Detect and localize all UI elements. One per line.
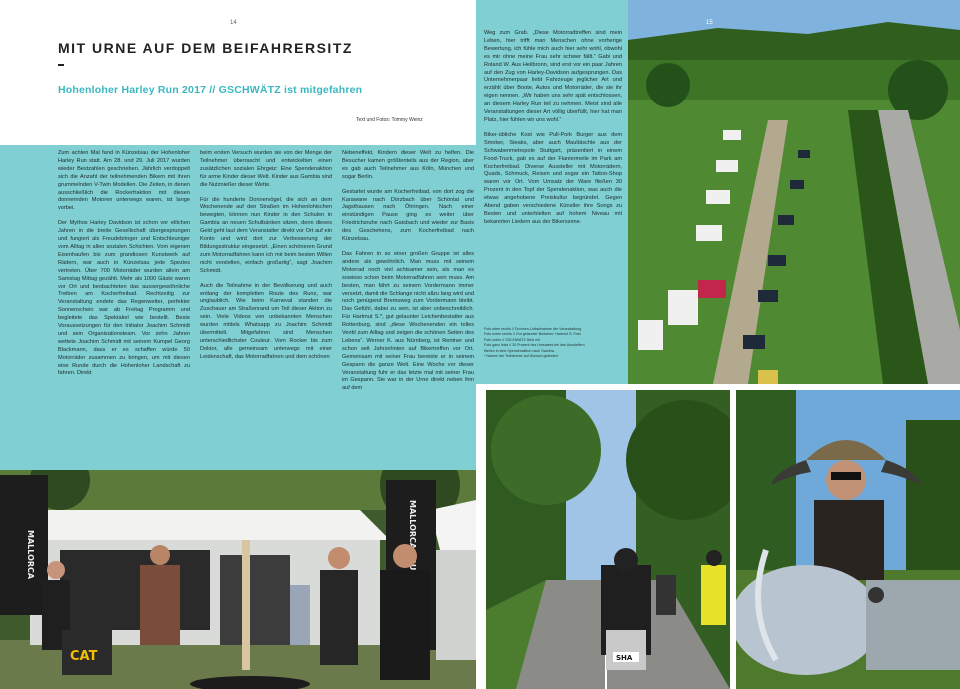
article-header (0, 0, 476, 145)
text-column-2 (200, 150, 332, 465)
text-column-4 (484, 30, 622, 326)
paragraph: Auch die Teilnahme in der Bevölkerung und auch entlang der kompletten Route des Runs, war unglaublich. Wie beim Karneval standen die Zuschauer am Straßenrand um Teil dieser Aktion zu sein. Viele Videos von unbekannten Menschen wurden mittels Whatsapp zu Joachim Schmidt übermittelt. Mitgefahren sind Menschen unterschiedlichster Couleur. Vom Rocker bis zum Doktor, alle gemeinsam unterwegs mit einer Leidenschaft, das Motorradfahren und dem schönen (200, 282, 332, 360)
title-divider (58, 64, 64, 66)
paragraph: Für die hunderte Donnervögel, die sich an dem Wochenende auf den Straßen im Hohenlohischen bewegten, können nun Kinder in den Schulen in Gambia an neuen Schulbänken sitzen, denn dieses Geld geht laut dem Veranstalter direkt vor Ort auf ein Konto und wird dort zur Verbesserung der Bildungsstruktur eingesetzt. „Einen schöneren Grund zum Motorradfahren kann ich mir beim besten Willen nicht vorstellen, einfach großartig“, sagt Joachim Schmidt. (200, 196, 332, 274)
paragraph: Weg zum Grab. „Diese Motorradtreffen sind mein Leben, hier trifft man Menschen ohne vorherige Bewertung, ich fühle mich auch hier sehr wohl, obwohl es mir ohne meine Frau sehr schwer fällt.“ Gabi und Roland W. Aus Heilbronn, sind erst vor ein paar Jahren auf den Zug von Harley-Davidson aufgesprungen. Das Unternehmerpaar liebt Fahrzeuge jeglicher Art und erzählt über Boote, Autos und Motorräder, die sie ihr eigen nennen. „Wir haben uns sehr spät entschlossen, an diesem Harley Run teil zu nehmen. Meist sind alle Veranstaltungen dieser Art völlig überfüllt, hier hat man Platz, hier fühlen wir uns wohl.“ (484, 30, 622, 123)
caption-line: Foto ganz links // 30 Prozent des Umsatzes bei den Ausstellern (484, 343, 585, 348)
left-page (0, 0, 476, 689)
text-column-1 (58, 150, 190, 465)
banner-text: MALLORCA (26, 530, 35, 580)
cat-sign-text: CAT (70, 649, 98, 664)
paragraph: Zum achten Mal fand in Künzelsau der Hohenloher Harley Run statt. Am 28. und 29. Juli 2017 wurden wieder Bestzahlen geschrieben. Jährlich verdoppelt sich die Anzahl der teilnehmenden Bikern mit ihren grummelnden V-Twin Modellen. Die Zeiten, in denen ausschließlich die Rockerfraktion mit diesen donnernden Motoren unterwegs waren, ist lange vorbei. (58, 150, 190, 212)
festival-booth-photo (0, 470, 476, 689)
photo-credit: Text und Fotos: Tommy Weinz (356, 117, 423, 123)
caption-line: * Namen der Teilnehmer auf Wunsch geändert (484, 354, 558, 359)
paragraph: Biker-übliche Kost wie Pull-Pork Burger aus dem Smoker, Steaks, aber auch Maultäschle aus der Schwabenmetropole Stuttgart, präsentiert in einem Food-Truck, gab es auf der Flaniermeile im Park am Kocherfreibad. Diverse Aussteller mit Motorrädern, Quads, Schmuck, Reisen und sogar ein Tattoo-Shop waren vor Ort. Vom Umsatz der Ware fließen 30 Prozent in den Topf der Spendenaktion, was auch die etwas angehobene Preiskultur begründet. Gegen Abend gaben verschiedene Künstler ihre Songs zu Besten und unterhielten auf hohem Niveau mit bekannten Liedern aus der Bikerszene. (484, 131, 622, 225)
paragraph: Nebeneffekt, Kindern dieser Welt zu helfen. Die Besucher kamen größtenteils aus der Region, aber es gab auch Teilnehmer aus Köln, München und sogar Berlin. (342, 150, 474, 180)
paragraph: beim ersten Versuch wurden sie von der Menge der Teilnehmer überrascht und entwickelten einen zusätzlichen sozialen Ehrgeiz: Eine Spendenaktion für arme Kinder dieser Welt. Kinder aus Gambia sind die Nutznießer dieser Wette. (200, 150, 332, 188)
right-page (476, 0, 960, 689)
text-column-3 (342, 150, 474, 465)
paragraph: Gestartet wurde am Kocherfreibad, von dort zog die Karawane nach Dörzbach über Schöntal und Jagsthausen nach Öhringen. Nach einer einstündigen Pause ging es weiter über Friedrichsruhe nach Gaisbach und wieder zur Basis des Geschehens, zum Kocherfreibad nach Künzelsau. (342, 188, 474, 243)
motorcycle-road-photo (486, 390, 730, 689)
paragraph: Der Mythos Harley Davidson ist schon vor etlichen Jahren in die breite Gesellschaft übergesprungen und fungiert als Freudebringer und Entschleuniger vom Alltag in allen sozialen Schichten. Vom eigenen Eisenhaufen bis zum grandiosen Kunstwerk auf Rädern, war auch in Künzelsau jede Spezies vertreten. Über 700 Motorräder wurden allein am Samstag Mittag gezählt. Mehr als 1000 Gäste waren vor Ort und beobachteten das aussergewöhnliche Treiben am Kocherfreibad. Rechtzeitig zur Veranstaltung endete das Regenwetter, perfekter Sonnenschein war ab Freitag Programm und begleitete das Spektakel wie bestellt. Beste Voraussetzungen für den Initiator Joachim Schmidt und sein Organisationsteam. Vor zehn Jahren wettete Joachim Schmidt mit seinem Kumpel Georg Blackmann, dass er es schaffen würde 50 Motorräder zusammen zu bringen, um mit diesen eine Runde durch die Hohenloher Landschaft zu fahren. Direkt (58, 220, 190, 377)
license-plate-text: SHA (616, 654, 633, 662)
caption-line: Foto unten // GSCHWÄTZ fährt mit (484, 337, 540, 342)
drone-aerial-photo (628, 0, 960, 384)
right-text-panel (476, 0, 628, 384)
caption-line: fließen in eine Spendenaktion nach Gambia. (484, 348, 555, 353)
article-subtitle: Hohenloher Harley Run 2017 // GSCHWÄTZ ist mitgefahren (58, 84, 363, 96)
caption-line: Foto oben rechts // Drohnen-Luftaufnahme der Veranstaltung (484, 327, 582, 331)
article-title: MIT URNE AUF DEM BEIFAHRERSITZ (58, 40, 353, 56)
photo-captions (484, 327, 624, 359)
paragraph: Das Fahren in so einer großen Gruppe ist alles andere als gewöhnlich. Man muss mit seinem Motorrad noch viel achtsamer sein, als man es sowieso schon beim Motorradfahren sein muss. Am besten, man fährt zu seinem Vordermann immer versetzt, damit die Schlange nicht allzu lang wird und noch genügend Bremsweg zum Vordermann bleibt. Das Gefühl, dabei zu sein, ist aber unbeschreiblich. Für Hartmut S.*, gut gelaunter Leichenbestatter aus Rottenburg, sind „diese Wochenenden ein tolles Ventil zum Alltag und zeigen die schönen Seiten des Lebens“. Werner K. aus Nürnberg, ist Rentner und schon seit Jahrzehnten auf Bikertreffen vor Ort. Gemeinsam mit seiner Frau bereiste er in seinem Gespann die ganze Welt. Eine Woche vor dieser Veranstaltung fuhr er das letzte mal mit seiner Frau im Gespann. Sie war in der Urne direkt neben ihm auf dem (342, 250, 474, 392)
page-number-left: 14 (230, 20, 237, 26)
caption-line: Foto unten rechts // Gut gelaunter Beifahrer: Hartmut S. Foto (484, 332, 581, 337)
page-number-right: 15 (706, 20, 713, 26)
viking-helmet-rider-photo (736, 390, 960, 689)
